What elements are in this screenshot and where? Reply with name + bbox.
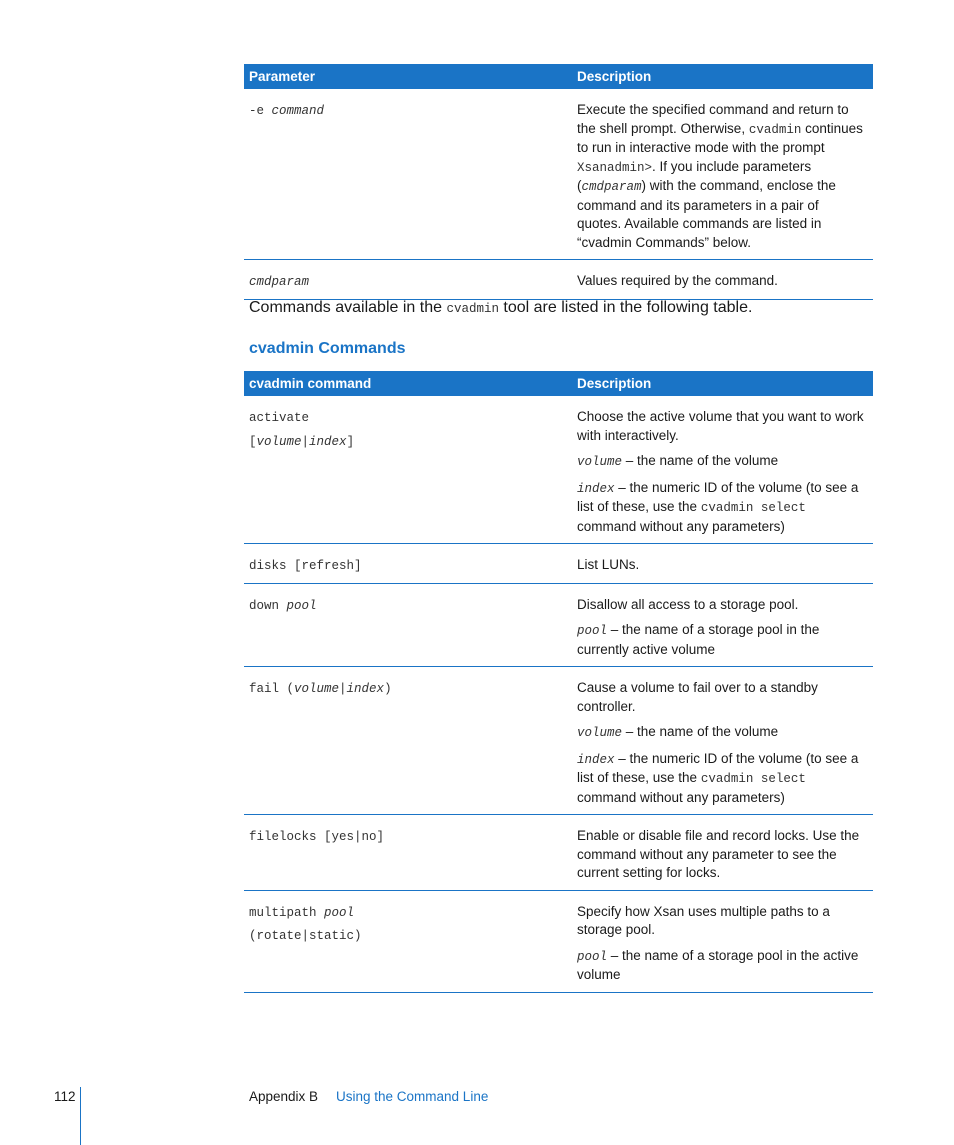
command-args: (rotate|static) [249, 929, 362, 943]
command-name: fail ( [249, 682, 295, 696]
table-row [244, 667, 873, 815]
page-number: 112 [54, 1089, 76, 1104]
command-name [249, 904, 553, 923]
intro-text: tool are listed in the following table. [498, 299, 753, 316]
bracket: ) [384, 682, 392, 696]
description-text [577, 750, 865, 808]
inline-code: cvadmin select [700, 772, 806, 786]
column-header-parameter: Parameter [244, 64, 558, 89]
inline-code: index [577, 752, 615, 767]
section-heading: cvadmin Commands [249, 340, 406, 357]
command-cell: filelocks [yes|no] [244, 815, 558, 891]
parameter-cell [244, 89, 558, 260]
inline-code: pool [577, 624, 608, 638]
parameter-flag: -e [249, 104, 272, 118]
table-header-row [244, 371, 873, 396]
command-cell [244, 583, 558, 667]
description-text: command without any parameters) [577, 518, 785, 534]
description-cell [558, 890, 873, 992]
description-text: command without any parameters) [577, 789, 785, 805]
column-header-description: Description [558, 371, 873, 396]
parameter-table [244, 64, 873, 300]
description-text: continues to run in interactive mode with the prompt [577, 120, 863, 155]
description-cell [558, 89, 873, 260]
description-text: – the name of the volume [622, 724, 779, 739]
footer-appendix-label: Appendix B [249, 1089, 319, 1104]
inline-code: volume [577, 726, 623, 740]
description-text [577, 947, 865, 985]
footer-chapter-link[interactable]: Using the Command Line [336, 1089, 489, 1104]
parameter-cell [244, 260, 558, 300]
command-cell [244, 667, 558, 815]
inline-code: cmdparam [581, 180, 642, 194]
description-text: – the numeric ID of the volume (to see a list of these, use the [577, 479, 859, 514]
cvadmin-commands-table [244, 371, 873, 993]
command-name: down [249, 598, 287, 613]
description-text: Execute the specified command and return to the shell prompt. Otherwise, [577, 102, 849, 136]
parameter-arg: command [271, 104, 325, 118]
description-text: – the name of the volume [622, 453, 779, 468]
description-text [577, 479, 865, 537]
command-cell [244, 890, 558, 992]
table-row [244, 260, 873, 300]
separator: | [339, 682, 347, 696]
description-text: Specify how Xsan uses multiple paths to a storage pool. [577, 903, 830, 937]
description-text: Cause a volume to fail over to a standby controller. [577, 680, 818, 714]
description-text: Enable or disable file and record locks. Use the command without any parameter to see the current setting for locks. [577, 828, 860, 880]
command-name: activate [249, 411, 310, 425]
description-text: – the numeric ID of the volume (to see a list of these, use the [577, 750, 859, 785]
description-cell [558, 544, 873, 584]
description-text: ) with the command, enclose the command and its parameters in a pair of quotes. Available commands are listed in “cvadmin Commands” below. [577, 178, 836, 250]
arg-pool: pool [286, 598, 317, 613]
command-cell: disks [refresh] [244, 544, 558, 584]
arg-pool: pool [324, 905, 355, 920]
command-cell [244, 396, 558, 544]
description-text: Choose the active volume that you want to work with interactively. [577, 409, 864, 443]
table-row [244, 815, 873, 891]
inline-code: index [577, 481, 615, 496]
description-text: – the name of a storage pool in the active volume [577, 947, 859, 982]
arg-index: index [309, 434, 347, 449]
description-cell [558, 396, 873, 544]
bracket: ] [346, 434, 355, 449]
inline-code: cvadmin [748, 122, 802, 137]
column-header-command: cvadmin command [244, 371, 558, 396]
column-header-description: Description [558, 64, 873, 89]
command-args [249, 433, 553, 452]
description-text [577, 452, 865, 472]
description-cell [558, 815, 873, 891]
arg-index: index [346, 682, 385, 696]
table-row [244, 890, 873, 992]
table-row [244, 89, 873, 260]
description-text: Disallow all access to a storage pool. [577, 596, 799, 612]
description-text [577, 723, 865, 743]
inline-code: cvadmin [446, 302, 499, 316]
intro-paragraph [249, 299, 752, 317]
table-row [244, 544, 873, 584]
command-keyword: multipath [249, 905, 325, 920]
footer-divider [80, 1087, 81, 1145]
bracket: [ [249, 434, 257, 449]
inline-code: pool [577, 949, 608, 964]
separator: | [301, 434, 310, 449]
table-row [244, 396, 873, 544]
description-text: List LUNs. [577, 557, 640, 572]
description-text: – the name of a storage pool in the currently active volume [577, 622, 820, 657]
inline-code: Xsanadmin> [577, 160, 653, 175]
parameter-arg: cmdparam [249, 275, 310, 289]
description-text [577, 621, 865, 659]
description-text: . If you include parameters ( [577, 158, 812, 193]
arg-volume: volume [294, 682, 340, 696]
arg-volume: volume [256, 434, 302, 449]
intro-text: Commands available in the [249, 299, 447, 316]
table-row [244, 583, 873, 667]
inline-code: volume [577, 455, 623, 469]
description-cell: Values required by the command. [558, 260, 873, 300]
inline-code: cvadmin select [700, 501, 806, 515]
table-header-row [244, 64, 873, 89]
description-cell [558, 583, 873, 667]
description-cell [558, 667, 873, 815]
